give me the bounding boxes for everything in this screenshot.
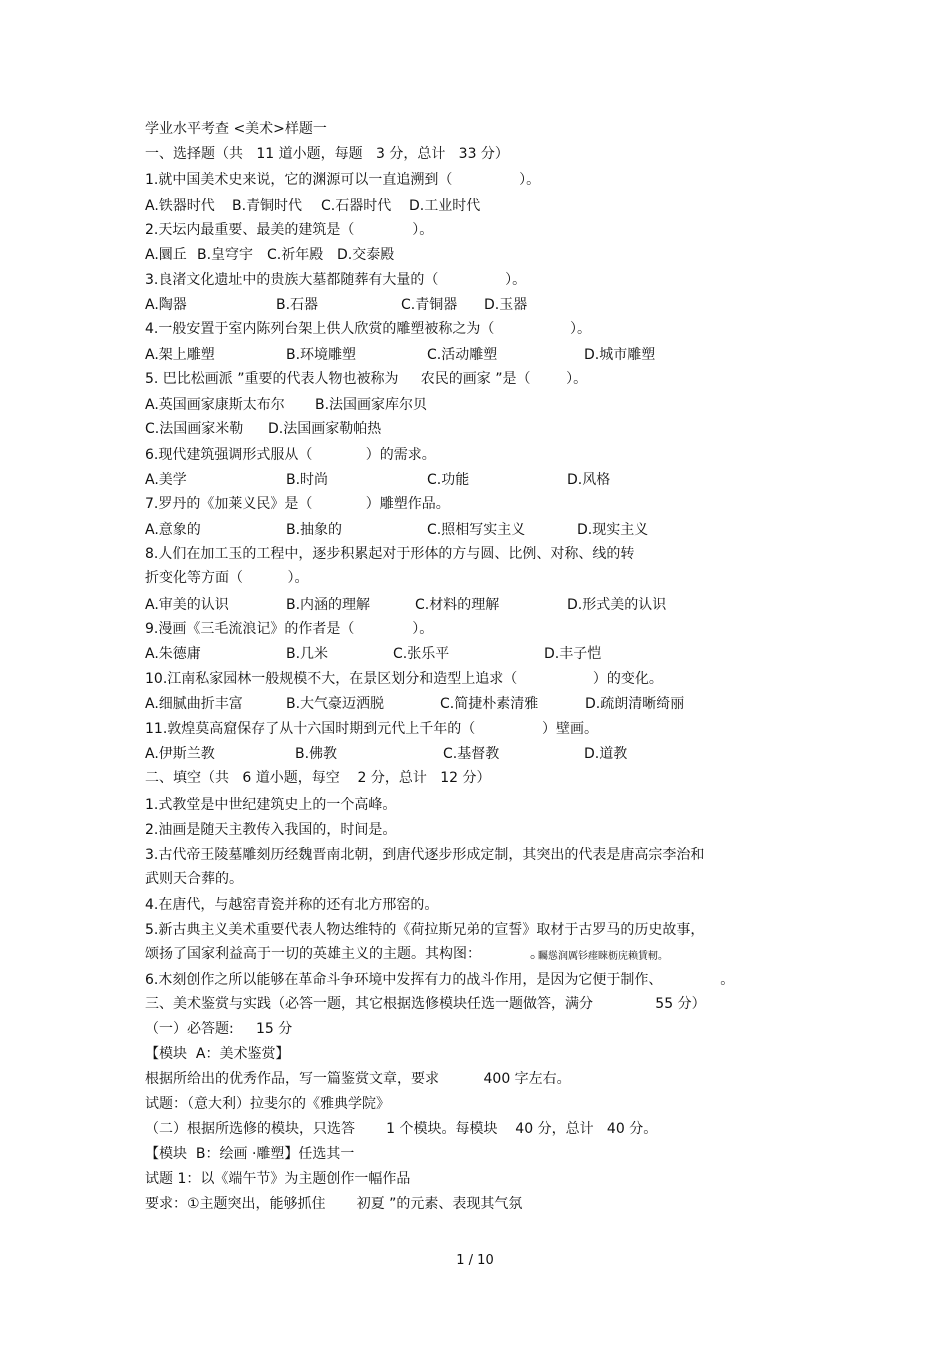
option-a: A.美学 [145,472,187,488]
option-c: C.功能 [427,472,470,488]
question-3-options [145,296,805,314]
question-4-options [145,346,805,364]
question-3: 3.良渚文化遗址中的贵族大墓都随葬有大量的（ ）。 [145,272,527,288]
question-11-options [145,745,805,763]
question-11: 11.敦煌莫高窟保存了从十六国时期到元代上千年的（ ）壁画。 [145,721,599,737]
option-a: A.朱德庸 [145,646,201,662]
fill-5-line-2: 颂扬了国家利益高于一切的英雄主义的主题。其构图： 。 [145,946,544,962]
question-8-options [145,596,805,614]
option-d: D.玉器 [484,297,528,313]
module-a-requirement: 根据所给出的优秀作品，写一篇鉴赏文章，要求 400 字左右。 [145,1071,571,1087]
page-number: 1 / 10 [456,1253,494,1268]
option-c: C.材料的理解 [415,597,500,613]
option-b: B.内涵的理解 [286,597,371,613]
option-a: A.圜丘 [145,247,187,263]
question-9-options [145,645,805,663]
question-10-options [145,695,805,713]
question-6-options [145,471,805,489]
question-10: 10.江南私家园林一般规模不大，在景区划分和造型上追求（ ）的变化。 [145,671,663,687]
option-c: C.石器时代 [321,198,392,214]
option-a: A.陶器 [145,297,187,313]
option-c: C.张乐平 [393,646,450,662]
question-1-options [145,197,805,215]
option-a: A.英国画家康斯太布尔 [145,397,285,413]
question-4: 4.一般安置于室内陈列台架上供人欣赏的雕塑被称之为（ ）。 [145,321,592,337]
section3-heading: 三、美术鉴赏与实践（必答一题，其它根据选修模块任选一题做答，满分 55 分） [145,996,706,1012]
option-b: B.大气豪迈洒脱 [286,696,385,712]
option-a: A.伊斯兰教 [145,746,215,762]
question-7-options [145,521,805,539]
question-6: 6.现代建筑强调形式服从（ ）的需求。 [145,447,436,463]
option-b: B.法国画家库尔贝 [315,397,428,413]
question-2-options [145,246,805,264]
option-c: C.活动雕塑 [427,347,498,363]
optional-section: （二）根据所选修的模块，只选答 1 个模块。每模块 40 分，总计 40 分。 [145,1121,658,1137]
option-c: C.法国画家米勒 [145,421,244,437]
option-d: D.疏朗清晰绮丽 [585,696,685,712]
option-d: D.工业时代 [409,198,481,214]
option-a: A.铁器时代 [145,198,215,214]
question-7: 7.罗丹的《加莱义民》是（ ）雕塑作品。 [145,496,450,512]
option-c: C.简捷朴素清雅 [440,696,539,712]
option-b: B.青铜时代 [232,198,303,214]
question-5-options-cd [145,420,805,438]
section2-heading: 二、填空（共 6 道小题，每空 2 分，总计 12 分） [145,770,491,786]
option-d: D.现实主义 [577,522,649,538]
option-d: D.丰子恺 [544,646,602,662]
option-b: B.佛教 [295,746,338,762]
question-5-options-ab [145,396,805,414]
fill-1: 1.式教堂是中世纪建筑史上的一个高峰。 [145,797,397,813]
option-b: B.环境雕塑 [286,347,357,363]
fill-4: 4.在唐代，与越窑青瓷并称的还有北方邢窑的。 [145,897,439,913]
question-5: 5. 巴比松画派 ”重要的代表人物也被称为 农民的画家 ”是（ ）。 [145,371,588,387]
fill-2: 2.油画是随天主教传入我国的，时间是。 [145,822,397,838]
section1-heading: 一、选择题（共 11 道小题，每题 3 分，总计 33 分） [145,146,509,162]
option-b: B.几米 [286,646,329,662]
fill-3-line-1: 3.古代帝王陵墓雕刻历经魏晋南北朝，到唐代逐步形成定制，其突出的代表是唐高宗李治和 [145,847,705,863]
option-d: D.法国画家勒帕热 [268,421,382,437]
fill-3-line-2: 武则天合葬的。 [145,871,243,887]
option-d: D.道教 [584,746,628,762]
module-b-heading: 【模块 B：绘画 ·雕塑】任选其一 [145,1146,355,1162]
option-a: A.架上雕塑 [145,347,215,363]
option-a: A.意象的 [145,522,201,538]
fill-5-line-1: 5.新古典主义美术重要代表人物达维特的《荷拉斯兄弟的宣誓》取材于古罗马的历史故事， [145,922,705,938]
option-c: C.基督教 [443,746,500,762]
required-section: （一）必答题: 15 分 [145,1021,293,1037]
question-2: 2.天坛内最重要、最美的建筑是（ ）。 [145,222,434,238]
option-b: B.石器 [276,297,319,313]
option-c: C.祈年殿 [267,247,324,263]
option-a: A.审美的认识 [145,597,229,613]
option-c: C.青铜器 [401,297,458,313]
option-b: B.皇穹宇 [197,247,254,263]
module-a-heading: 【模块 A：美术鉴赏】 [145,1046,290,1062]
option-d: D.风格 [567,472,611,488]
module-a-question: 试题：（意大利）拉斐尔的《雅典学院》 [145,1096,390,1112]
option-d: D.形式美的认识 [567,597,667,613]
module-b-requirement: 要求：①主题突出，能够抓住 初夏 ”的元素、表现其气氛 [145,1196,523,1212]
question-1: 1.就中国美术史来说，它的渊源可以一直追溯到（ ）。 [145,172,541,188]
question-8-line-1: 8.人们在加工玉的工程中，逐步积累起对于形体的方与圆、比例、对称、线的转 [145,546,635,562]
fill-6: 6.木刻创作之所以能够在革命斗争环境中发挥有力的战斗作用，是因为它便于制作、 。 [145,972,735,988]
question-8-line-2: 折变化等方面（ ）。 [145,570,309,586]
module-b-question-1: 试题 1：以《端午节》为主题创作一幅作品 [145,1171,411,1187]
option-d: D.城市雕塑 [584,347,656,363]
option-b: B.抽象的 [286,522,343,538]
fill-5-tail: 矚慫润厲钐瘗睞枥庑赖賃軔。 [538,951,668,962]
question-9: 9.漫画《三毛流浪记》的作者是（ ）。 [145,621,434,637]
option-c: C.照相写实主义 [427,522,526,538]
option-d: D.交泰殿 [337,247,395,263]
option-a: A.细腻曲折丰富 [145,696,243,712]
doc-title: 学业水平考查 <美术>样题一 [145,121,327,137]
option-b: B.时尚 [286,472,329,488]
